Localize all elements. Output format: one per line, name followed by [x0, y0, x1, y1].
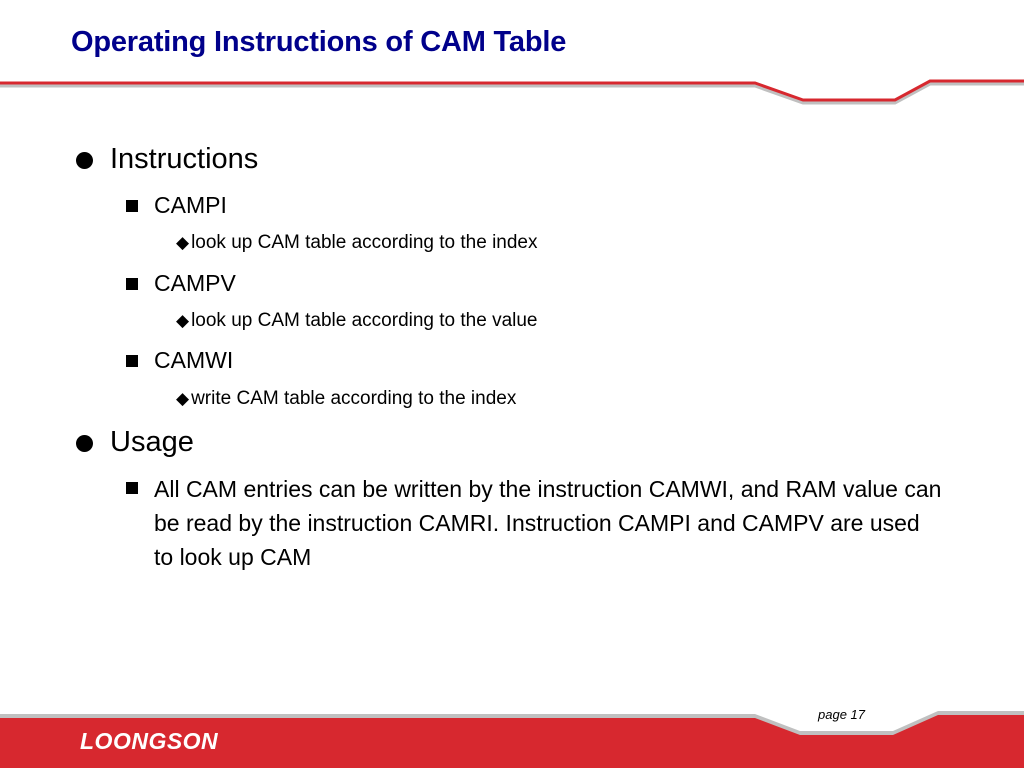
loongson-logo: LOONGSON: [80, 728, 219, 754]
page-number: page 17: [818, 707, 865, 722]
usage-paragraph: All CAM entries can be written by the instruction CAMWI, and RAM value can be read by the instruction CAMRI. Instruction CAMPI and CAMPV are used to look up CAM: [154, 476, 942, 570]
instruction-detail-text: look up CAM table according to the value: [191, 310, 538, 331]
bullet-diamond-icon: ◆: [176, 389, 190, 408]
header-rule-accent: [0, 81, 1024, 100]
instruction-detail-text: write CAM table according to the index: [191, 388, 517, 409]
section-heading-usage: Usage: [110, 426, 194, 458]
bullet-square-icon: [126, 482, 138, 494]
slide-title: Operating Instructions of CAM Table: [71, 26, 567, 58]
instruction-detail-camwi: [176, 388, 516, 410]
instruction-name-campi: CAMPI: [154, 192, 227, 218]
bullet-diamond-icon: ◆: [176, 311, 190, 330]
instruction-name-campv: CAMPV: [154, 270, 236, 296]
bullet-square-icon: [126, 278, 138, 290]
bullet-dot-icon: [76, 435, 93, 452]
instruction-detail-text: look up CAM table according to the index: [191, 232, 538, 253]
section-heading-instructions: Instructions: [110, 143, 259, 175]
instruction-name-camwi: CAMWI: [154, 347, 234, 373]
bullet-square-icon: [126, 355, 138, 367]
instruction-detail-campi: [176, 232, 538, 254]
bullet-dot-icon: [76, 152, 93, 169]
bullet-diamond-icon: ◆: [176, 233, 190, 252]
instruction-detail-campv: [176, 310, 538, 332]
bullet-square-icon: [126, 200, 138, 212]
header-rule: [0, 76, 1024, 116]
